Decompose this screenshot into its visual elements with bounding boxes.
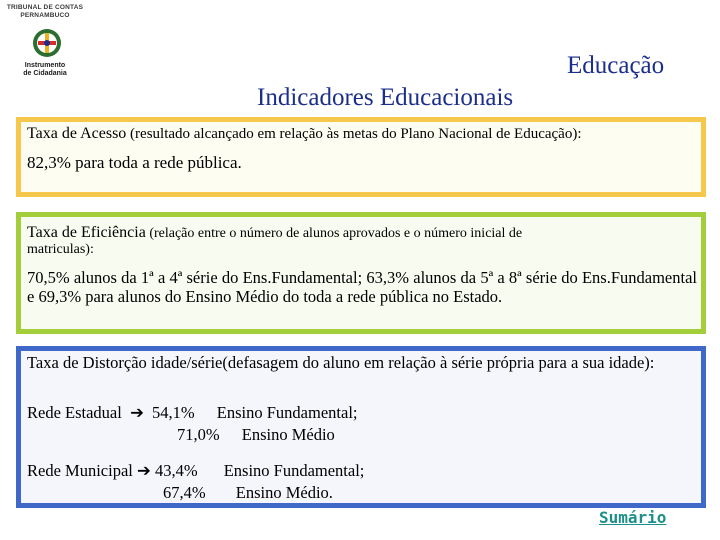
logo-org-line2: PERNAMBUCO <box>20 12 70 19</box>
logo-caption-line2: de Cidadania <box>23 70 67 77</box>
section-label: Educação <box>567 52 665 79</box>
eficiencia-value-2: 63,3% <box>366 268 410 287</box>
acesso-result <box>27 153 242 173</box>
municipal-label: Rede Municipal <box>27 461 133 480</box>
eficiencia-label: Taxa de Eficiência <box>27 224 146 241</box>
eficiencia-box <box>16 212 706 334</box>
acesso-label: Taxa de Acesso <box>27 125 127 142</box>
logo-caption-line1: Instrumento <box>24 62 66 69</box>
right-arrow-icon: ➔ <box>136 461 151 480</box>
eficiencia-text-3: para alunos do Ensino Médio do toda a rede pública no Estado. <box>85 286 503 306</box>
eficiencia-text-1: alunos da 1ª a 4ª série do Ens.Fundamental; <box>73 268 363 287</box>
eficiencia-value-3: 69,3% <box>38 286 82 306</box>
acesso-value-text: para toda a rede pública. <box>75 153 242 172</box>
distorcao-label: Taxa de Distorção idade/série <box>27 353 223 372</box>
distorcao-description: (defasagem do aluno em relação à série própria para a sua idade): <box>222 353 655 372</box>
municipal-text-2: Ensino Médio. <box>235 483 333 502</box>
summary-link[interactable]: Sumário <box>599 508 667 527</box>
tce-pe-emblem-icon <box>30 26 64 60</box>
eficiencia-description-b: matriculas): <box>27 242 94 257</box>
eficiencia-value-1: 70,5% <box>27 268 70 287</box>
logo-caption <box>6 62 84 78</box>
estadual-text-1: Ensino Fundamental; <box>216 403 358 422</box>
eficiencia-results <box>27 269 697 306</box>
distorcao-heading <box>27 353 699 372</box>
eficiencia-heading <box>27 225 697 258</box>
distorcao-content <box>27 353 699 502</box>
estadual-value-1: 54,1% <box>152 403 195 422</box>
tce-logo <box>6 4 84 78</box>
logo-org-line1: TRIBUNAL DE CONTAS <box>6 4 84 11</box>
right-arrow-icon: ➔ <box>130 403 144 422</box>
acesso-box <box>16 117 706 197</box>
estadual-row-1 <box>27 403 358 422</box>
municipal-value-1: 43,4% <box>154 461 198 480</box>
municipal-row-1 <box>27 461 364 480</box>
municipal-text-1: Ensino Fundamental; <box>223 461 365 480</box>
page-title: Indicadores Educacionais <box>257 84 514 111</box>
estadual-value-2: 71,0% <box>177 425 220 444</box>
acesso-value: 82,3% <box>27 153 71 172</box>
distorcao-box <box>16 346 706 508</box>
acesso-description: (resultado alcançado em relação às metas do Plano Nacional de Educação): <box>130 126 582 142</box>
acesso-heading <box>27 125 582 143</box>
estadual-text-2: Ensino Médio <box>241 425 335 444</box>
logo-org-name <box>6 4 84 20</box>
eficiencia-description-a: (relação entre o número de alunos aprovados e o número inicial de <box>149 226 523 241</box>
eficiencia-text-2: alunos da 5ª a 8ª série do Ens.Fundamental e <box>27 268 698 306</box>
estadual-label: Rede Estadual <box>27 403 122 422</box>
municipal-value-2: 67,4% <box>163 483 206 502</box>
estadual-row-2 <box>177 425 335 444</box>
municipal-row-2 <box>163 483 333 502</box>
